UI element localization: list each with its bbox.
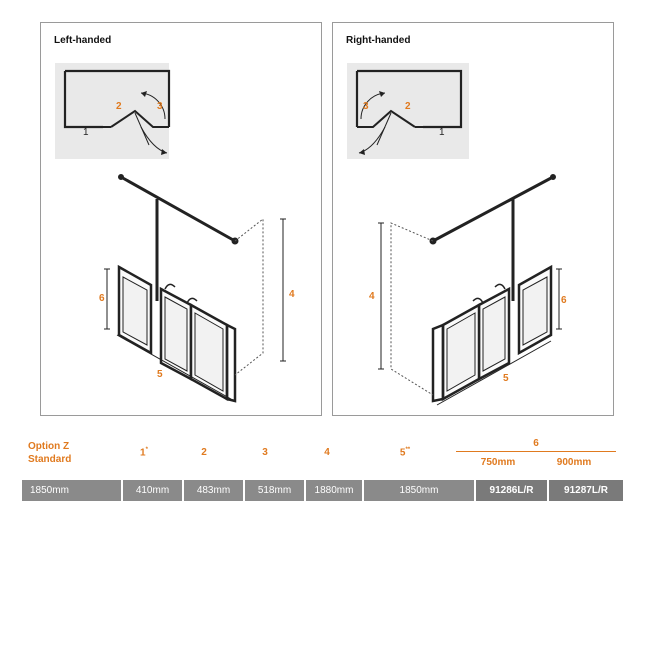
cell-2: 483mm bbox=[184, 480, 243, 501]
standard-label: Standard bbox=[28, 454, 72, 465]
col-header-3: 3 bbox=[262, 447, 268, 458]
cell-1: 410mm bbox=[123, 480, 182, 501]
option-label: Option Z bbox=[28, 441, 70, 452]
group-header-rule bbox=[456, 451, 616, 452]
panel-title: Left-handed bbox=[54, 35, 112, 46]
cell-standard: 1850mm bbox=[22, 480, 121, 501]
spec-row bbox=[22, 480, 623, 501]
plan-label-1: 1 bbox=[83, 127, 89, 138]
left-handed-diagram bbox=[41, 23, 321, 415]
plan-label-3: 3 bbox=[157, 101, 163, 112]
col-header-4: 4 bbox=[324, 447, 330, 458]
col-header-5: 5** bbox=[399, 447, 411, 459]
plan-label-3: 3 bbox=[363, 101, 369, 112]
group-header-6: 6 bbox=[533, 438, 539, 449]
sub-header-750: 750mm bbox=[480, 457, 516, 468]
left-handed-panel bbox=[40, 22, 322, 416]
cell-900: 91287L/R bbox=[549, 480, 623, 501]
enclosure-3d bbox=[104, 175, 286, 402]
dim-label-5: 5 bbox=[157, 369, 163, 380]
top-rail bbox=[121, 177, 235, 241]
plan-background bbox=[55, 63, 169, 159]
dim-label-4: 4 bbox=[369, 291, 375, 302]
plan-label-2: 2 bbox=[405, 101, 411, 112]
cell-3: 518mm bbox=[245, 480, 304, 501]
option-header bbox=[28, 440, 71, 466]
plan-label-2: 2 bbox=[116, 101, 122, 112]
right-handed-diagram bbox=[333, 23, 613, 415]
dim-label-6: 6 bbox=[99, 293, 105, 304]
top-rail bbox=[433, 177, 553, 241]
cell-750: 91286L/R bbox=[476, 480, 547, 501]
sub-header-900: 900mm bbox=[556, 457, 592, 468]
dim-label-4: 4 bbox=[289, 289, 295, 300]
dim-label-6: 6 bbox=[561, 295, 567, 306]
cell-4: 1880mm bbox=[306, 480, 362, 501]
right-handed-panel bbox=[332, 22, 614, 416]
col-header-1: 1* bbox=[140, 447, 148, 459]
col-header-2: 2 bbox=[201, 447, 207, 458]
panel-title: Right-handed bbox=[346, 35, 411, 46]
enclosure-3d bbox=[378, 175, 562, 406]
dim-label-5: 5 bbox=[503, 373, 509, 384]
cell-5: 1850mm bbox=[364, 480, 474, 501]
plan-label-1: 1 bbox=[439, 127, 445, 138]
